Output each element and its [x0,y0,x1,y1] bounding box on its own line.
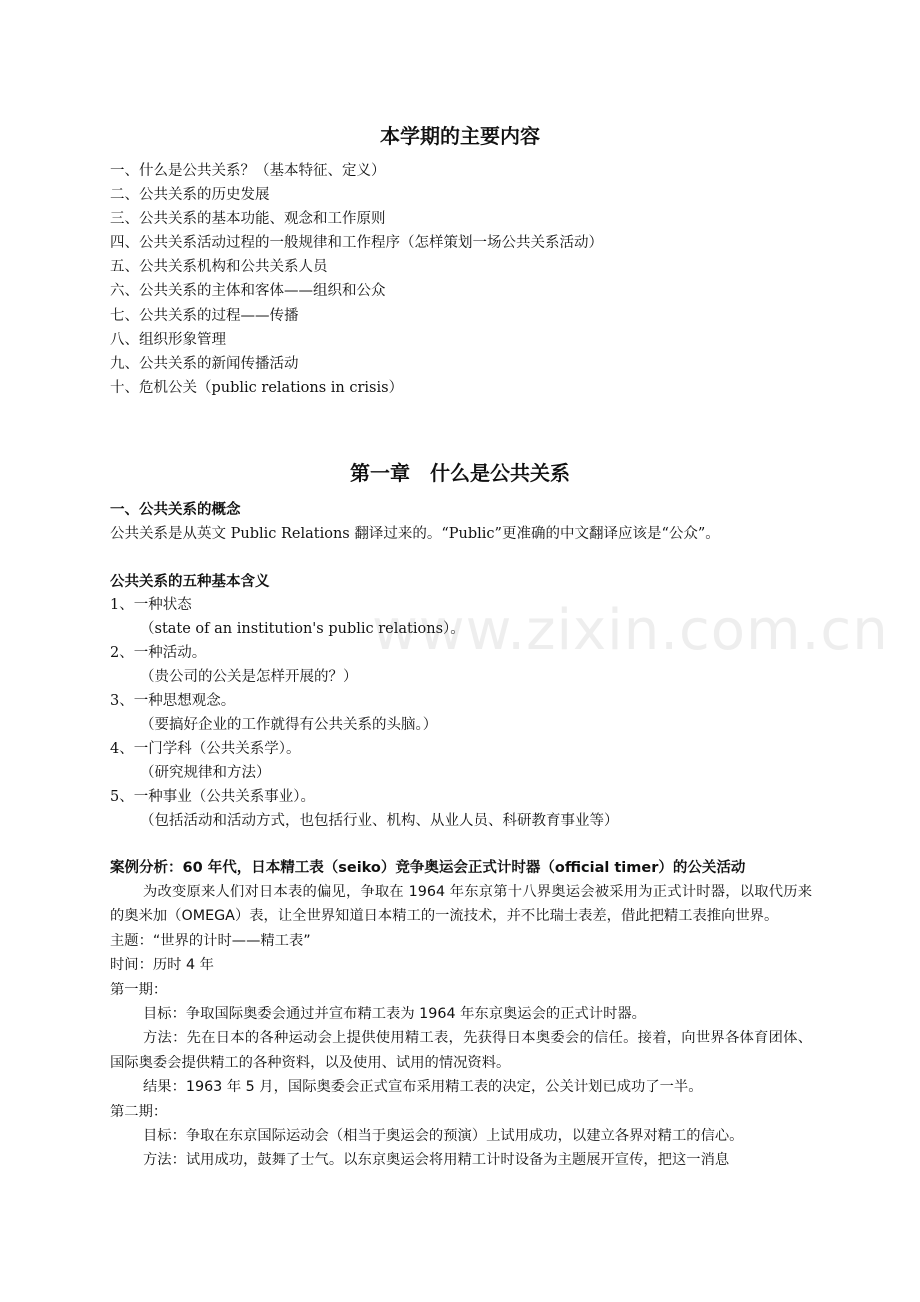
phase-method: 方法：试用成功，鼓舞了士气。以东京奥运会将用精工计时设备为主题展开宣传，把这一消息 [143,1152,730,1169]
meaning-item: 4、一门学科（公共关系学）。 [110,741,301,757]
toc-item: 十、危机公关（public relations in crisis） [110,379,404,396]
meaning-note: （研究规律和方法） [140,765,271,781]
phase-goal: 目标：争取在东京国际运动会（相当于奥运会的预演）上试用成功，以建立各界对精工的信心。 [143,1128,744,1145]
toc-item: 九、公共关系的新闻传播活动 [110,355,299,372]
toc-item: 四、公共关系活动过程的一般规律和工作程序（怎样策划一场公共关系活动） [110,235,603,252]
phase-label: 第二期： [110,1103,168,1120]
semester-title: 本学期的主要内容 [380,124,540,148]
phase-goal: 目标：争取国际奥委会通过并宣布精工表为 1964 年东京奥运会的正式计时器。 [143,1006,646,1023]
case-study-body [110,880,812,1173]
toc-item: 一、什么是公共关系？（基本特征、定义） [110,163,386,179]
case-heading: 案例分析：60 年代，日本精工表（seiko）竞争奥运会正式计时器（official timer）的公关活动 [110,860,746,876]
meanings-heading: 公共关系的五种基本含义 [110,574,270,590]
toc-item: 三、公共关系的基本功能、观念和工作原则 [110,211,386,228]
chapter-title: 第一章 什么是公共关系 [350,461,570,485]
case-intro: 为改变原来人们对日本表的偏见，争取在 1964 年东京第十八界奥运会被采用为正式计时器，以取代历来的奥米加（OMEGA）表，让全世界知道日本精工的一流技术，并不比瑞士表差，借此把精工表推向世界。 [110,884,812,925]
meaning-item: 1、一种状态 [110,597,192,613]
case-theme: 主题：“世界的计时——精工表” [110,932,311,949]
meaning-item: 3、一种思想观念。 [110,693,236,709]
semester-content-list [110,159,603,400]
watermark: www.zixin.com.cn [372,598,889,663]
toc-item: 七、公共关系的过程——传播 [110,307,299,324]
toc-item: 二、公共关系的历史发展 [110,187,270,204]
meaning-note: （包括活动和活动方式，也包括行业、机构、从业人员、科研教育事业等） [140,813,619,829]
section-heading: 一、公共关系的概念 [110,502,241,518]
phase-result: 结果：1963 年 5 月，国际奥委会正式宣布采用精工表的决定，公关计划已成功了一半。 [143,1079,703,1096]
section-paragraph: 公共关系是从英文 Public Relations 翻译过来的。“Public”更准确的中文翻译应该是“公众”。 [110,526,720,542]
meaning-note: （贵公司的公关是怎样开展的？） [140,669,358,685]
meaning-item: 2、一种活动。 [110,645,207,661]
toc-item: 六、公共关系的主体和客体——组织和公众 [110,283,386,300]
phase-label: 第一期： [110,981,168,998]
meaning-note: （要搞好企业的工作就得有公共关系的头脑。） [140,717,438,733]
phase-method: 方法：先在日本的各种运动会上提供使用精工表，先获得日本奥委会的信任。接着，向世界各体育团体、国际奥委会提供精工的各种资料，以及使用、试用的情况资料。 [110,1030,812,1071]
toc-item: 八、组织形象管理 [110,331,226,348]
toc-item: 五、公共关系机构和公共关系人员 [110,259,328,276]
meaning-note: （state of an institution's public relations）。 [140,621,465,637]
case-time: 时间：历时 4 年 [110,957,214,974]
meaning-item: 5、一种事业（公共关系事业）。 [110,789,315,805]
